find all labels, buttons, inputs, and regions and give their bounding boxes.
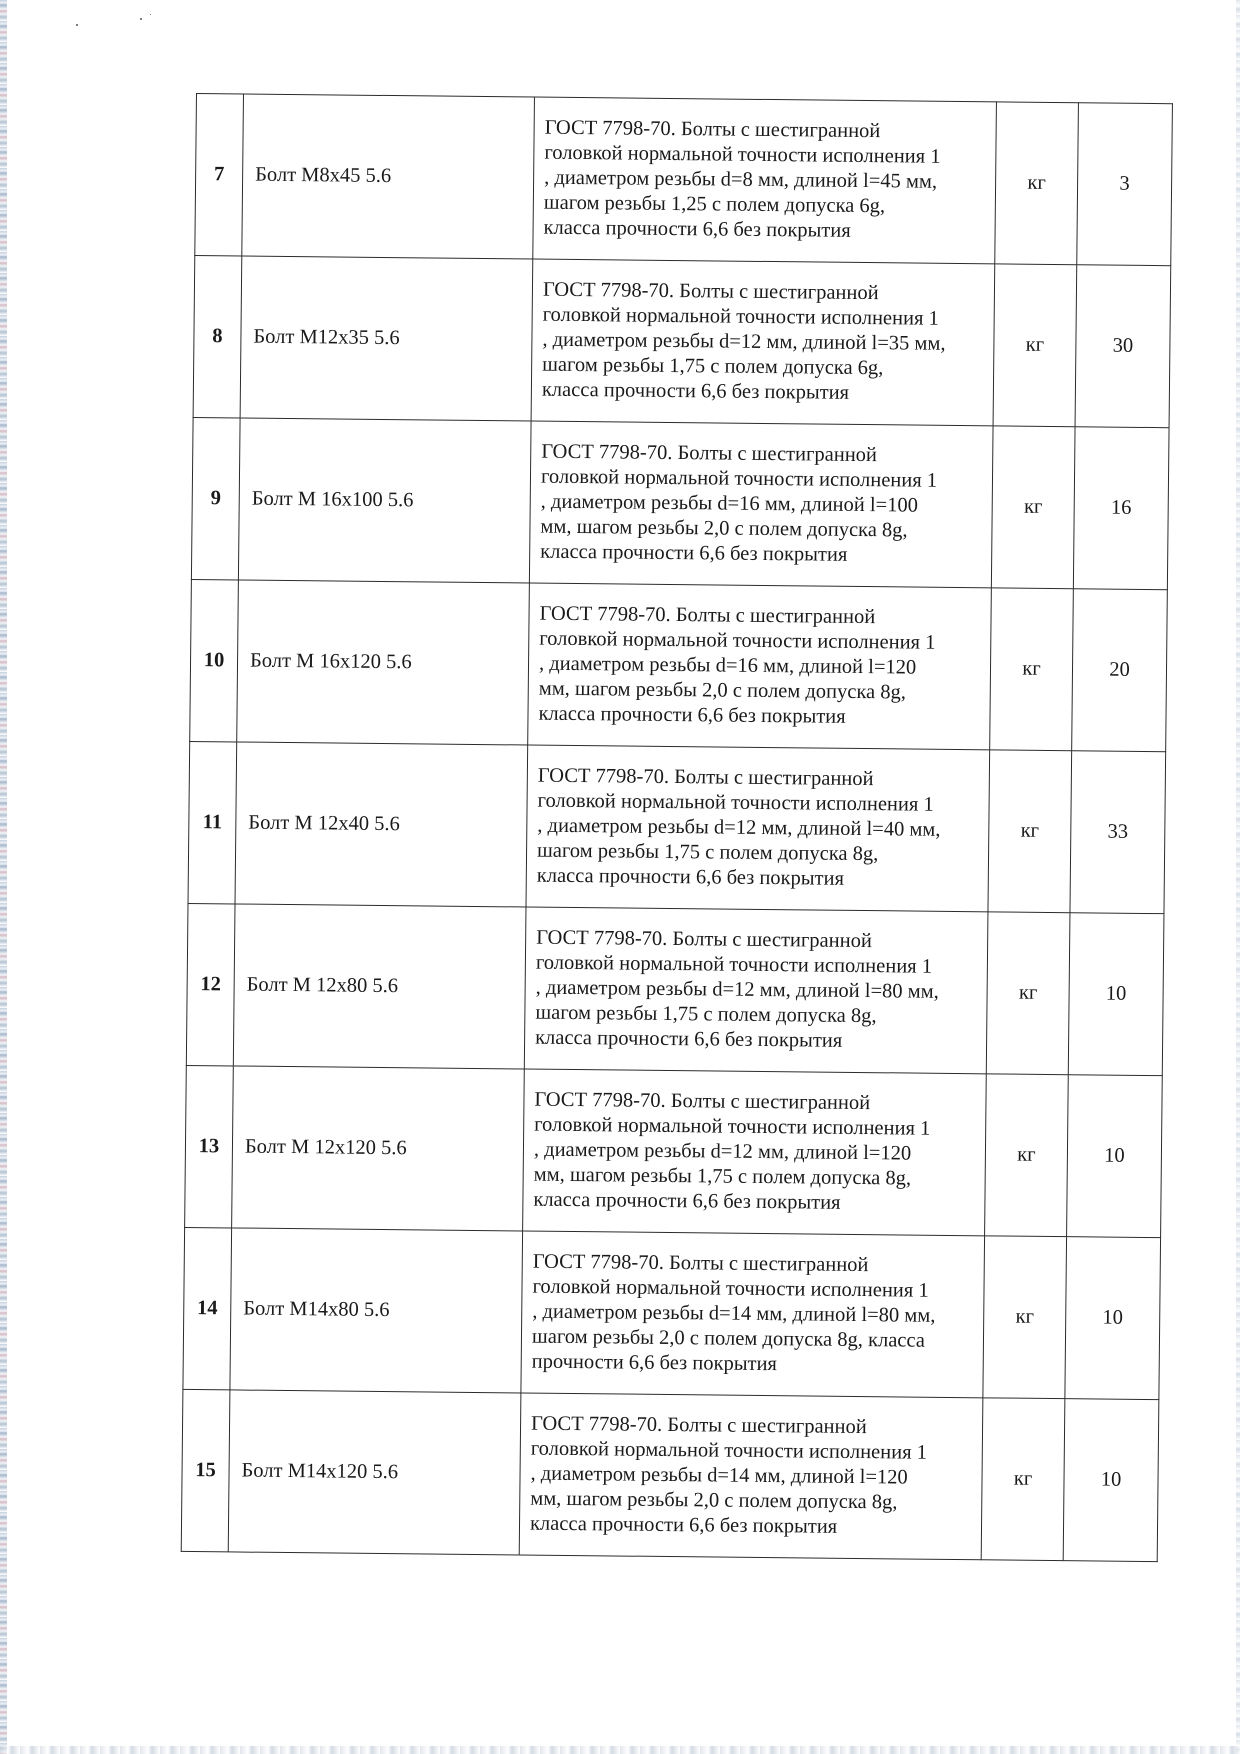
quantity: 33: [1070, 751, 1166, 914]
row-number: 9: [191, 417, 240, 579]
row-number: 11: [188, 741, 237, 903]
quantity: 20: [1072, 589, 1168, 752]
description-line: головкой нормальной точности исполнения 1: [532, 1275, 929, 1302]
item-name: Болт М 16х120 5.6: [237, 580, 530, 745]
description-line: ГОСТ 7798-70. Болты с шестигранной: [539, 602, 876, 629]
description-line: прочности 6,6 без покрытия: [531, 1350, 778, 1376]
item-name: Болт М 16х100 5.6: [238, 418, 531, 583]
description-line: , диаметром резьбы d=12 мм, длиной l=80 мм,: [535, 976, 939, 1003]
row-number: 15: [181, 1389, 230, 1551]
description-line: мм, шагом резьбы 2,0 с полем допуска 8g,: [530, 1487, 898, 1514]
unit-of-measure: кг: [988, 750, 1072, 913]
unit-of-measure: кг: [995, 102, 1079, 265]
description-line: головкой нормальной точности исполнения 1: [537, 789, 934, 816]
scan-dust-speck: [150, 14, 151, 15]
unit-of-measure: кг: [990, 588, 1074, 751]
description-line: класса прочности 6,6 без покрытия: [533, 1188, 841, 1214]
description-line: мм, шагом резьбы 2,0 с полем допуска 8g,: [540, 515, 908, 542]
description-line: , диаметром резьбы d=12 мм, длиной l=120: [533, 1138, 912, 1165]
unit-of-measure: кг: [991, 426, 1075, 589]
item-description: [524, 907, 988, 1074]
item-description: [523, 1069, 987, 1236]
description-line: головкой нормальной точности исполнения 1: [539, 627, 936, 654]
table-row: [190, 579, 1168, 751]
description-line: ГОСТ 7798-70. Болты с шестигранной: [532, 1250, 869, 1277]
description-line: , диаметром резьбы d=14 мм, длиной l=120: [530, 1462, 908, 1489]
scan-dust-speck: [140, 18, 142, 20]
description-line: головкой нормальной точности исполнения 1: [535, 951, 933, 978]
row-number: 7: [195, 94, 244, 256]
row-number: 13: [185, 1065, 234, 1227]
description-line: ГОСТ 7798-70. Болты с шестигранной: [536, 926, 872, 953]
table-row: [183, 1227, 1161, 1399]
item-name: Болт М 12х80 5.6: [233, 904, 526, 1069]
quantity: 3: [1077, 103, 1173, 266]
unit-of-measure: кг: [993, 264, 1077, 427]
description-line: шагом резьбы 1,75 с полем допуска 6g,: [542, 353, 884, 380]
description-line: шагом резьбы 1,25 с полем допуска 6g,: [543, 191, 886, 218]
unit-of-measure: кг: [981, 1398, 1065, 1561]
description-line: класса прочности 6,6 без покрытия: [543, 216, 851, 242]
description-line: класса прочности 6,6 без покрытия: [536, 864, 845, 890]
item-description: [533, 97, 997, 264]
description-line: класса прочности 6,6 без покрытия: [541, 378, 850, 404]
row-number: 10: [190, 579, 239, 741]
description-line: класса прочности 6,6 без покрытия: [535, 1026, 843, 1052]
quantity: 16: [1073, 427, 1169, 590]
unit-of-measure: кг: [983, 1236, 1067, 1399]
description-line: мм, шагом резьбы 1,75 с полем допуска 8g,: [533, 1163, 912, 1190]
description-line: ГОСТ 7798-70. Болты с шестигранной: [544, 116, 881, 143]
item-description: [531, 259, 995, 426]
table-row: [181, 1389, 1159, 1561]
description-line: ГОСТ 7798-70. Болты с шестигранной: [537, 764, 874, 791]
quantity: 30: [1075, 265, 1171, 428]
item-name: Болт М14х80 5.6: [230, 1228, 523, 1393]
description-line: головкой нормальной точности исполнения 1: [530, 1437, 928, 1464]
description-line: головкой нормальной точности исполнения 1: [544, 141, 941, 168]
table-row: [195, 94, 1173, 266]
description-line: , диаметром резьбы d=12 мм, длиной l=35 мм,: [542, 328, 946, 355]
description-line: ГОСТ 7798-70. Болты с шестигранной: [542, 278, 879, 305]
table-row: [186, 903, 1164, 1075]
description-line: мм, шагом резьбы 2,0 с полем допуска 8g,: [538, 677, 907, 704]
description-line: класса прочности 6,6 без покрытия: [538, 702, 846, 728]
specification-table-body: [181, 94, 1172, 1562]
item-name: Болт М8х45 5.6: [242, 94, 535, 259]
description-line: класса прочности 6,6 без покрытия: [540, 540, 848, 566]
description-line: ГОСТ 7798-70. Болты с шестигранной: [534, 1088, 871, 1115]
description-line: , диаметром резьбы d=14 мм, длиной l=80 мм,: [532, 1300, 936, 1327]
quantity: 10: [1067, 1075, 1163, 1238]
description-line: , диаметром резьбы d=16 мм, длиной l=120: [538, 652, 917, 679]
quantity: 10: [1068, 913, 1164, 1076]
scan-dust-speck: [76, 24, 78, 26]
description-line: , диаметром резьбы d=8 мм, длиной l=45 мм,: [544, 166, 938, 193]
description-line: , диаметром резьбы d=12 мм, длиной l=40 мм,: [537, 814, 941, 841]
item-description: [526, 745, 990, 912]
table-row: [191, 417, 1169, 589]
quantity: 10: [1065, 1237, 1161, 1400]
item-description: [519, 1393, 983, 1560]
unit-of-measure: кг: [985, 1074, 1069, 1237]
table-row: [188, 741, 1166, 913]
table-row: [185, 1065, 1163, 1237]
scan-artifact-right-edge: [1236, 0, 1240, 1754]
item-name: Болт М14х120 5.6: [228, 1390, 521, 1555]
item-description: [528, 583, 992, 750]
quantity: 10: [1063, 1399, 1159, 1562]
item-description: [521, 1231, 985, 1398]
unit-of-measure: кг: [986, 912, 1070, 1075]
row-number: 8: [193, 255, 242, 417]
scan-artifact-bottom-edge: [0, 1746, 1240, 1754]
item-description: [529, 421, 993, 588]
description-line: класса прочности 6,6 без покрытия: [529, 1512, 838, 1538]
description-line: головкой нормальной точности исполнения 1: [540, 465, 938, 492]
row-number: 14: [183, 1227, 232, 1389]
description-line: ГОСТ 7798-70. Болты с шестигранной: [530, 1412, 867, 1439]
specification-table: [181, 93, 1173, 1562]
description-line: шагом резьбы 1,75 с полем допуска 8g,: [536, 839, 879, 866]
description-line: ГОСТ 7798-70. Болты с шестигранной: [541, 440, 878, 467]
item-name: Болт М 12х120 5.6: [232, 1066, 525, 1231]
description-line: , диаметром резьбы d=16 мм, длиной l=100: [540, 490, 919, 517]
scan-artifact-left-edge: [0, 0, 7, 1754]
description-line: головкой нормальной точности исполнения 1: [542, 303, 939, 330]
description-line: шагом резьбы 2,0 с полем допуска 8g, класса: [531, 1325, 926, 1352]
row-number: 12: [186, 903, 235, 1065]
item-name: Болт М 12х40 5.6: [235, 742, 528, 907]
description-line: головкой нормальной точности исполнения 1: [534, 1113, 931, 1140]
table-row: [193, 255, 1171, 427]
item-name: Болт М12х35 5.6: [240, 256, 533, 421]
description-line: шагом резьбы 1,75 с полем допуска 8g,: [535, 1001, 877, 1028]
